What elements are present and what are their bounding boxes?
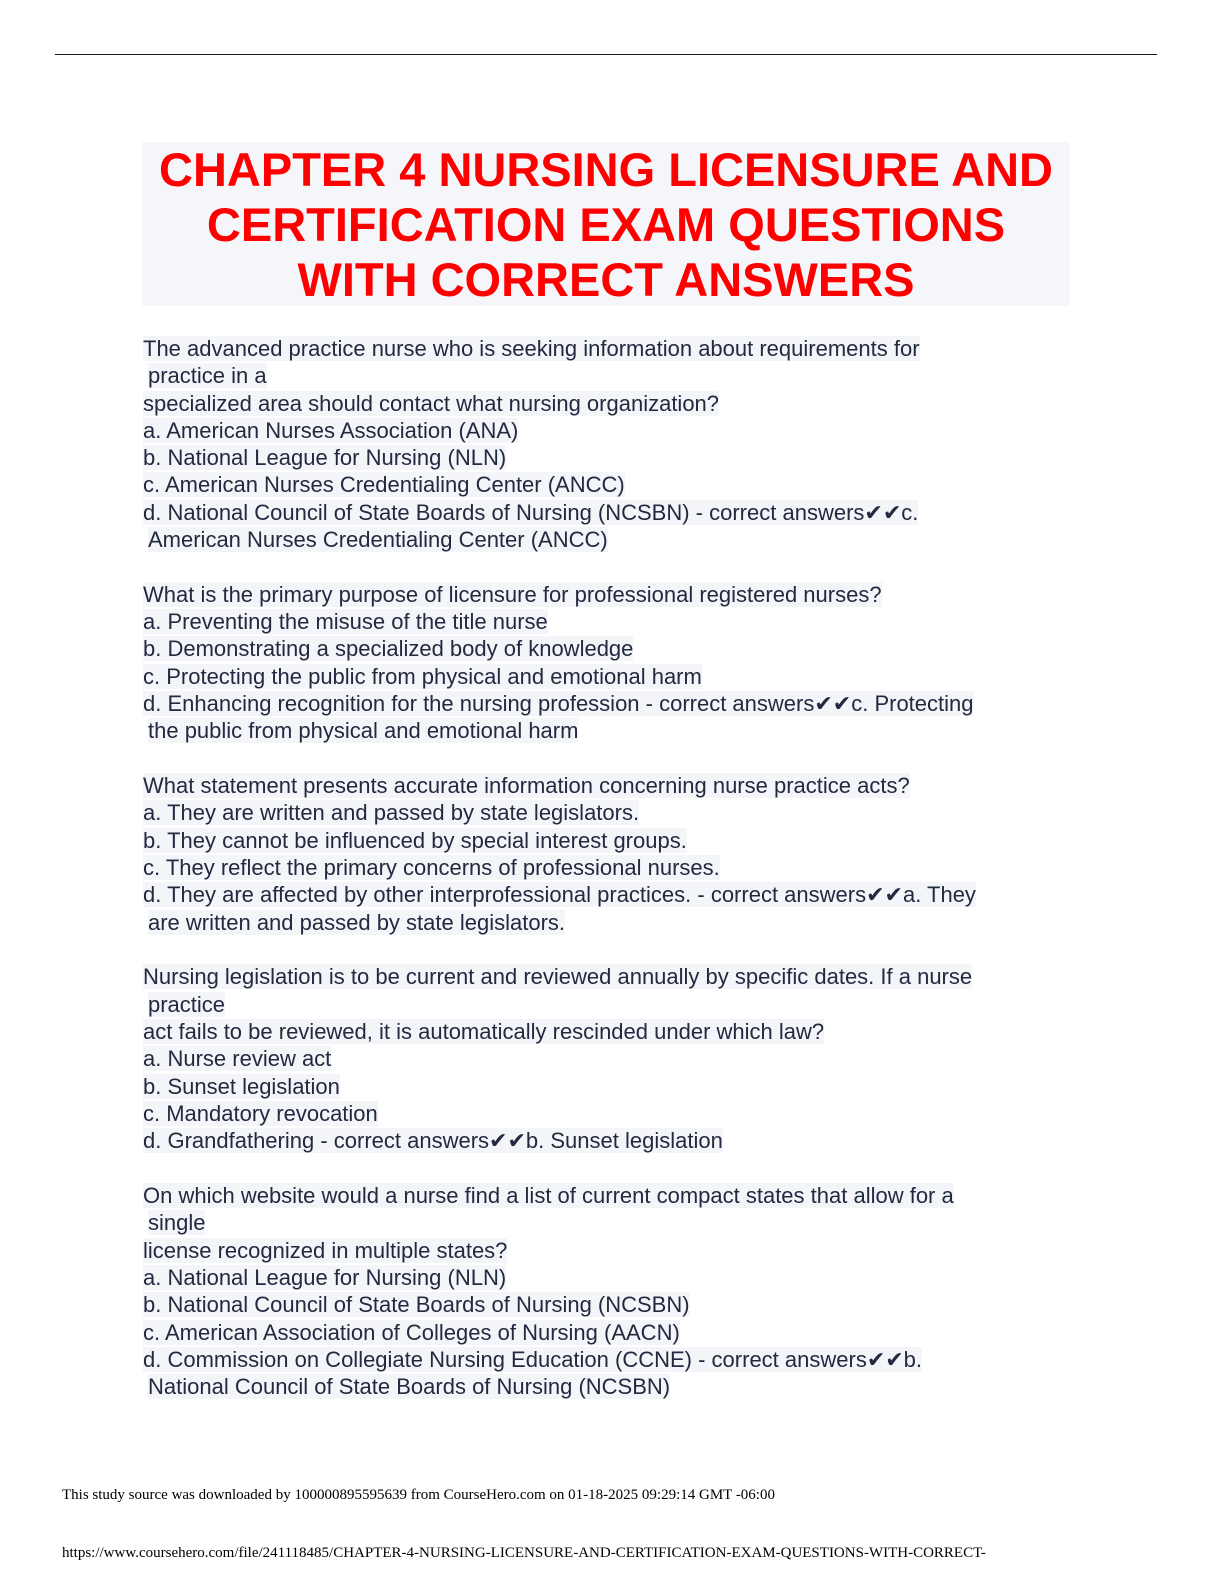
answer-option-d: d. Grandfathering - correct answers✔✔b. Sunset legislation <box>143 1128 723 1154</box>
answer-option-d: d. National Council of State Boards of Nursing (NCSBN) - correct answers✔✔c. <box>143 499 919 525</box>
answer-option-a: a. Nurse review act <box>143 1046 332 1072</box>
answer-option-b: b. Sunset legislation <box>143 1073 340 1099</box>
answer-option-b: b. National Council of State Boards of Nursing (NCSBN) <box>143 1292 690 1318</box>
answer-option-c: c. American Association of Colleges of Nursing (AACN) <box>143 1319 680 1345</box>
answer-option-c: c. American Nurses Credentialing Center (ANCC) <box>143 472 625 498</box>
question-block-3 <box>143 772 1078 936</box>
answer-option-a: a. National League for Nursing (NLN) <box>143 1264 507 1290</box>
question-text: What statement presents accurate information concerning nurse practice acts? <box>143 773 910 799</box>
title-line-3: WITH CORRECT ANSWERS <box>297 252 915 306</box>
title-line-1: CHAPTER 4 NURSING LICENSURE AND <box>159 142 1053 196</box>
answer-option-c: c. Mandatory revocation <box>143 1100 378 1126</box>
question-text: act fails to be reviewed, it is automatically rescinded under which law? <box>143 1019 825 1045</box>
source-url: https://www.coursehero.com/file/241118485/CHAPTER-4-NURSING-LICENSURE-AND-CERTIFICATION-EXAM-QUESTIONS-WITH-CORRECT- <box>62 1545 986 1561</box>
question-list <box>143 335 1078 1400</box>
answer-option-c: c. Protecting the public from physical and emotional harm <box>143 663 702 689</box>
title-line-2: CERTIFICATION EXAM QUESTIONS <box>206 197 1006 251</box>
question-text: single <box>148 1210 206 1236</box>
question-block-2 <box>143 581 1078 745</box>
question-block-5 <box>143 1182 1078 1400</box>
answer-option-d: d. Commission on Collegiate Nursing Education (CCNE) - correct answers✔✔b. <box>143 1346 923 1372</box>
question-text: license recognized in multiple states? <box>143 1237 508 1263</box>
header-rule <box>55 54 1157 55</box>
answer-option-d: d. They are affected by other interprofessional practices. - correct answers✔✔a. They <box>143 882 976 908</box>
question-text: practice in a <box>148 363 267 389</box>
answer-option-a: a. American Nurses Association (ANA) <box>143 417 519 443</box>
question-block-4 <box>143 963 1078 1154</box>
answer-option-b: b. Demonstrating a specialized body of knowledge <box>143 636 634 662</box>
question-block-1 <box>143 335 1078 553</box>
download-source-note: This study source was downloaded by 100000895595639 from CourseHero.com on 01-18-2025 09:29:14 GMT -06:00 <box>62 1487 775 1503</box>
question-text: The advanced practice nurse who is seeking information about requirements for <box>143 336 920 361</box>
question-text: What is the primary purpose of licensure for professional registered nurses? <box>143 581 882 607</box>
correct-answer: the public from physical and emotional harm <box>148 718 579 744</box>
correct-answer: American Nurses Credentialing Center (ANCC) <box>148 527 608 553</box>
question-text: Nursing legislation is to be current and reviewed annually by specific dates. If a nurse <box>143 964 973 990</box>
answer-option-a: a. Preventing the misuse of the title nurse <box>143 609 548 635</box>
answer-option-b: b. They cannot be influenced by special interest groups. <box>143 827 687 853</box>
question-text: practice <box>148 991 226 1017</box>
answer-option-a: a. They are written and passed by state legislators. <box>143 800 640 826</box>
correct-answer: are written and passed by state legislators. <box>148 909 566 935</box>
question-text: On which website would a nurse find a list of current compact states that allow for a <box>143 1183 954 1209</box>
answer-option-d: d. Enhancing recognition for the nursing profession - correct answers✔✔c. Protecting <box>143 691 974 717</box>
answer-option-c: c. They reflect the primary concerns of professional nurses. <box>143 855 720 881</box>
question-text: specialized area should contact what nursing organization? <box>143 390 720 416</box>
correct-answer: National Council of State Boards of Nursing (NCSBN) <box>148 1374 671 1400</box>
document-title <box>142 142 1070 306</box>
answer-option-b: b. National League for Nursing (NLN) <box>143 445 507 471</box>
